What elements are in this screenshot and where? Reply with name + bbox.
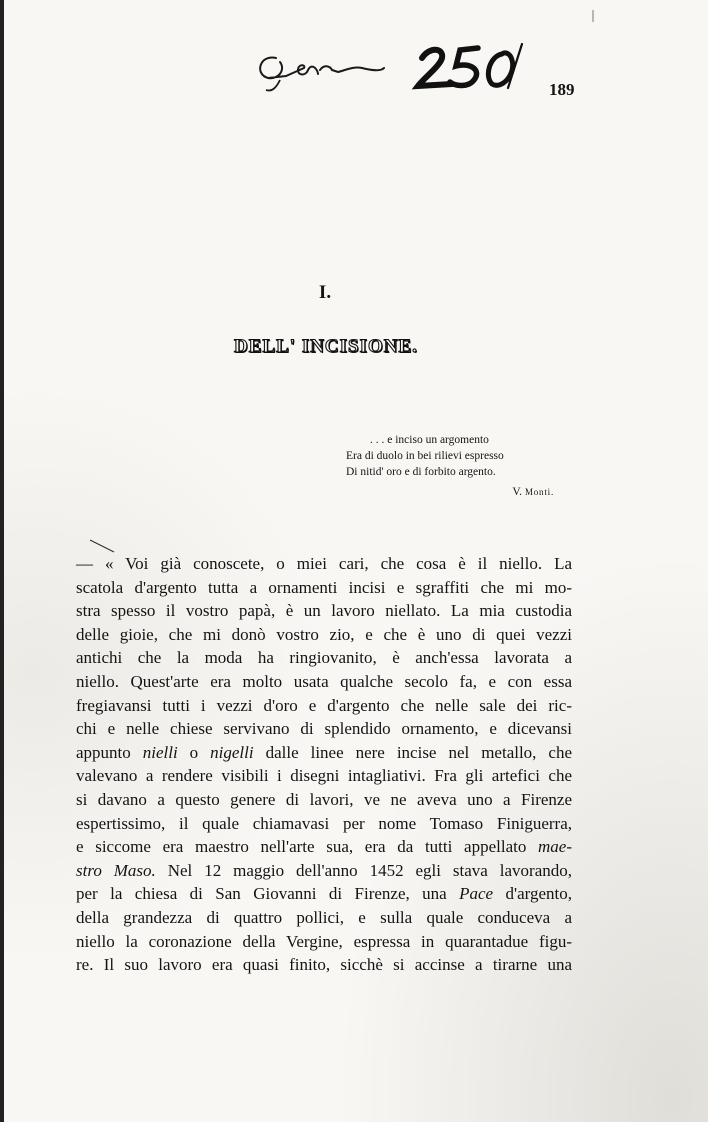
epigraph-line: Di nitid' oro e di forbito argento. — [346, 466, 496, 478]
epigraph-author-name: Monti. — [524, 487, 554, 497]
page-edge-shadow — [0, 0, 4, 1122]
handwritten-page-note — [246, 36, 536, 96]
corner-mark — [590, 8, 596, 22]
page-number: 189 — [549, 80, 575, 99]
text-line: fregiavansi tutti i vezzi d'oro e d'argento che nelle sale dei ric- — [76, 695, 572, 715]
text-line: stra spesso il vostro papà, è un lavoro niellato. La mia custodia — [76, 601, 572, 621]
section-title: DELL' INCISIONE. — [234, 336, 418, 357]
text-line: re. Il suo lavoro era quasi finito, sicchè si accinse a tirarne una — [76, 955, 572, 975]
text-line: e siccome era maestro nell'arte sua, era da tutti appellato mae- — [76, 837, 572, 857]
epigraph — [346, 432, 566, 500]
body-text — [76, 552, 572, 977]
text-line: delle gioie, che mi donò vostro zio, e che è uno di quei vezzi — [76, 624, 572, 644]
text-line: antichi che la moda ha ringiovanito, è anch'essa lavorata a — [76, 648, 572, 668]
section-number: I. — [318, 282, 332, 303]
text-line: si davano a questo genere di lavori, ve ne aveva uno a Firenze — [76, 789, 572, 809]
text-line: niello la coronazione della Vergine, espressa in quarantadue figu- — [76, 931, 572, 951]
text-line: per la chiesa di San Giovanni di Firenze, una Pace d'argento, — [76, 884, 572, 904]
epigraph-line: . . . e inciso un argomento — [370, 434, 489, 446]
text-line: chi e nelle chiese servivano di splendido ornamento, e dicevansi — [76, 719, 572, 739]
text-line: niello. Quest'arte era molto usata qualche secolo fa, e con essa — [76, 671, 572, 691]
text-line: scatola d'argento tutta a ornamenti incisi e sgraffiti che mi mo- — [76, 577, 572, 597]
handwritten-note-drawing — [246, 36, 536, 96]
epigraph-author-initial: V. — [512, 486, 523, 498]
text-line: stro Maso. Nel 12 maggio dell'anno 1452 egli stava lavorando, — [76, 860, 572, 880]
text-line: appunto nielli o nigelli dalle linee nere incise nel metallo, che — [76, 742, 572, 762]
epigraph-line: Era di duolo in bei rilievi espresso — [346, 450, 504, 462]
text-line: — « Voi già conoscete, o miei cari, che cosa è il niello. La — [76, 554, 572, 573]
text-line: della grandezza di quattro pollici, e sulla quale conduceva a — [76, 907, 572, 927]
text-line: valevano a rendere visibili i disegni intagliativi. Fra gli artefici che — [76, 766, 572, 786]
text-line: espertissimo, il quale chiamavasi per nome Tomaso Finiguerra, — [76, 813, 572, 833]
epigraph-author — [346, 484, 566, 500]
